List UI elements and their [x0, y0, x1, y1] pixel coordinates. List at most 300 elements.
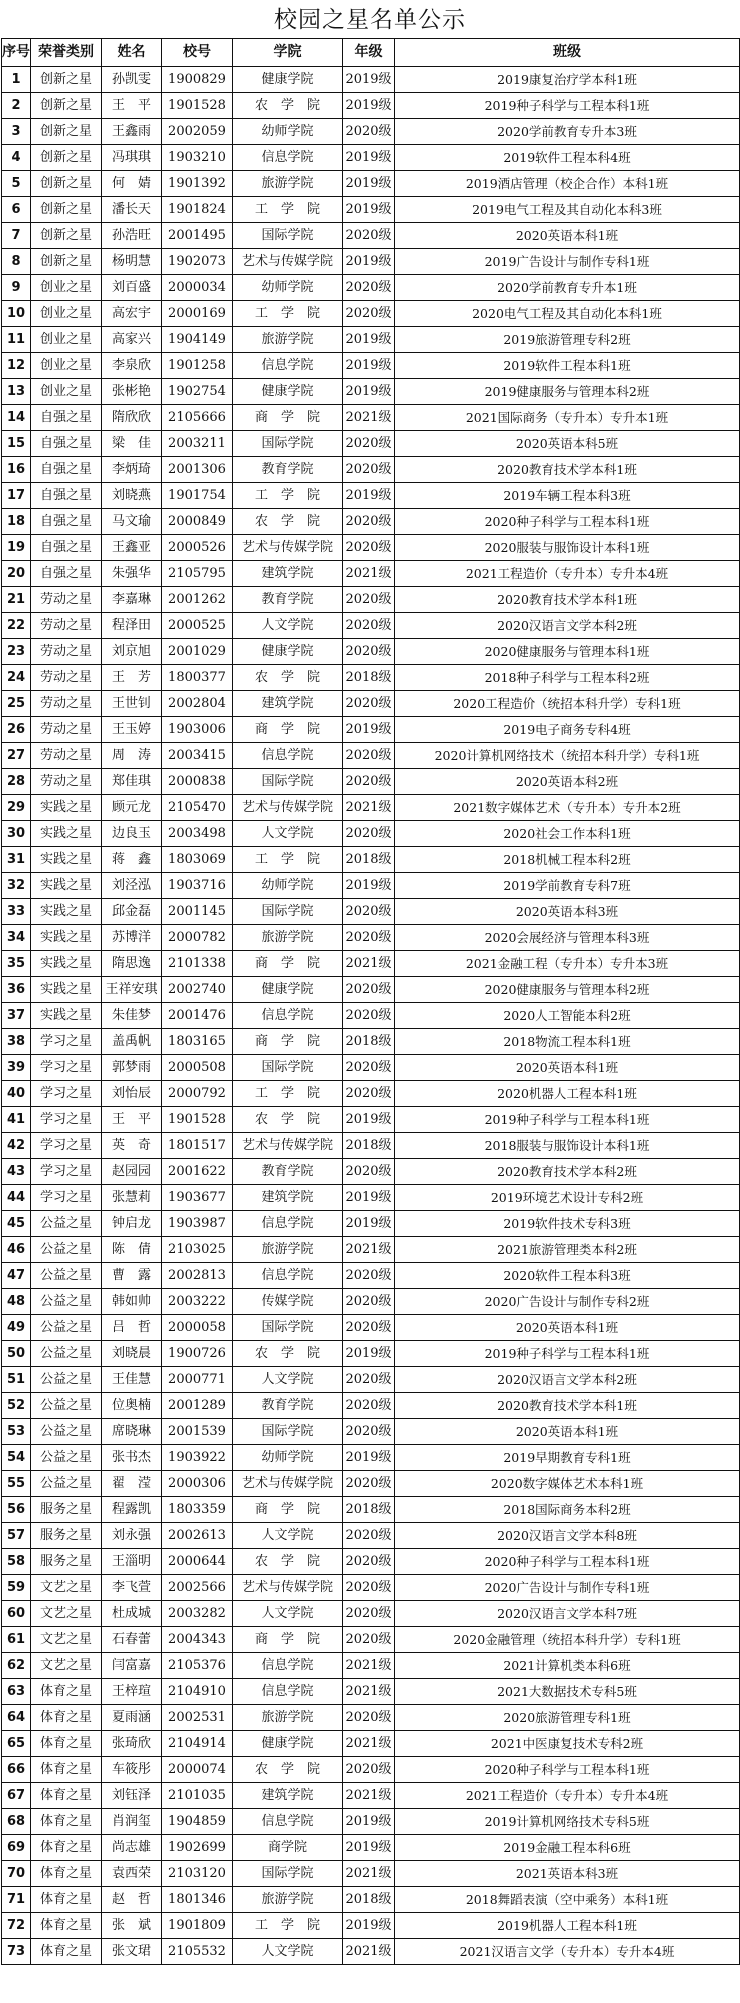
- cell-honor-category: 自强之星: [31, 457, 102, 483]
- cell-honor-category: 学习之星: [31, 1159, 102, 1185]
- table-row: [2, 327, 740, 353]
- cell-index: 49: [2, 1315, 31, 1341]
- cell-student-id: 1904149: [162, 327, 233, 353]
- cell-grade: 2021级: [343, 1783, 395, 1809]
- cell-grade: 2020级: [343, 1705, 395, 1731]
- cell-name: 闫富嘉: [102, 1653, 162, 1679]
- table-row: [2, 1549, 740, 1575]
- table-row: [2, 1055, 740, 1081]
- cell-student-id: 2001289: [162, 1393, 233, 1419]
- cell-grade: 2019级: [343, 717, 395, 743]
- cell-grade: 2019级: [343, 93, 395, 119]
- table-row: [2, 847, 740, 873]
- cell-college: 健康学院: [233, 67, 343, 93]
- cell-college: 幼师学院: [233, 275, 343, 301]
- table-row: [2, 223, 740, 249]
- cell-grade: 2020级: [343, 613, 395, 639]
- cell-grade: 2020级: [343, 1523, 395, 1549]
- cell-class: 2019健康服务与管理本科2班: [395, 379, 740, 405]
- table-row: [2, 1237, 740, 1263]
- table-row: [2, 899, 740, 925]
- table-row: [2, 717, 740, 743]
- cell-college: 旅游学院: [233, 327, 343, 353]
- cell-student-id: 2000058: [162, 1315, 233, 1341]
- cell-student-id: 2001145: [162, 899, 233, 925]
- cell-index: 50: [2, 1341, 31, 1367]
- cell-grade: 2020级: [343, 1393, 395, 1419]
- header-honor-category: 荣誉类别: [31, 39, 102, 67]
- cell-honor-category: 劳动之星: [31, 639, 102, 665]
- cell-student-id: 1801346: [162, 1887, 233, 1913]
- cell-index: 48: [2, 1289, 31, 1315]
- cell-index: 32: [2, 873, 31, 899]
- cell-student-id: 2103120: [162, 1861, 233, 1887]
- cell-college: 建筑学院: [233, 691, 343, 717]
- cell-class: 2020种子科学与工程本科1班: [395, 1757, 740, 1783]
- cell-college: 艺术与传媒学院: [233, 1471, 343, 1497]
- table-row: [2, 405, 740, 431]
- cell-name: 苏博洋: [102, 925, 162, 951]
- table-row: [2, 1367, 740, 1393]
- table-row: [2, 1497, 740, 1523]
- cell-class: 2021工程造价（专升本）专升本4班: [395, 1783, 740, 1809]
- cell-class: 2021计算机类本科6班: [395, 1653, 740, 1679]
- cell-index: 71: [2, 1887, 31, 1913]
- cell-name: 张 斌: [102, 1913, 162, 1939]
- cell-class: 2019种子科学与工程本科1班: [395, 1107, 740, 1133]
- cell-honor-category: 自强之星: [31, 561, 102, 587]
- cell-grade: 2020级: [343, 769, 395, 795]
- cell-name: 王世钊: [102, 691, 162, 717]
- cell-honor-category: 学习之星: [31, 1055, 102, 1081]
- cell-grade: 2020级: [343, 1757, 395, 1783]
- cell-student-id: 2002740: [162, 977, 233, 1003]
- cell-college: 国际学院: [233, 1861, 343, 1887]
- cell-honor-category: 自强之星: [31, 483, 102, 509]
- table-row: [2, 1575, 740, 1601]
- cell-honor-category: 创新之星: [31, 171, 102, 197]
- cell-grade: 2021级: [343, 1679, 395, 1705]
- cell-class: 2020英语本科1班: [395, 1315, 740, 1341]
- cell-grade: 2020级: [343, 899, 395, 925]
- cell-student-id: 1803165: [162, 1029, 233, 1055]
- cell-index: 29: [2, 795, 31, 821]
- cell-name: 周 涛: [102, 743, 162, 769]
- cell-honor-category: 文艺之星: [31, 1575, 102, 1601]
- table-row: [2, 1913, 740, 1939]
- cell-student-id: 1901528: [162, 93, 233, 119]
- cell-name: 曹 露: [102, 1263, 162, 1289]
- cell-honor-category: 公益之星: [31, 1289, 102, 1315]
- cell-grade: 2019级: [343, 1445, 395, 1471]
- cell-grade: 2019级: [343, 379, 395, 405]
- table-row: [2, 1315, 740, 1341]
- cell-index: 60: [2, 1601, 31, 1627]
- cell-college: 国际学院: [233, 899, 343, 925]
- header-grade: 年级: [343, 39, 395, 67]
- table-row: [2, 1445, 740, 1471]
- cell-index: 40: [2, 1081, 31, 1107]
- cell-honor-category: 实践之星: [31, 925, 102, 951]
- cell-college: 信息学院: [233, 743, 343, 769]
- honor-list-table: [1, 38, 740, 1965]
- cell-index: 46: [2, 1237, 31, 1263]
- table-row: [2, 379, 740, 405]
- cell-honor-category: 学习之星: [31, 1133, 102, 1159]
- cell-class: 2020种子科学与工程本科1班: [395, 1549, 740, 1575]
- cell-grade: 2020级: [343, 821, 395, 847]
- cell-honor-category: 公益之星: [31, 1315, 102, 1341]
- cell-class: 2020汉语言文学本科7班: [395, 1601, 740, 1627]
- cell-honor-category: 创新之星: [31, 223, 102, 249]
- cell-index: 11: [2, 327, 31, 353]
- cell-index: 19: [2, 535, 31, 561]
- cell-student-id: 1903716: [162, 873, 233, 899]
- table-row: [2, 925, 740, 951]
- cell-name: 夏雨涵: [102, 1705, 162, 1731]
- cell-class: 2019机器人工程本科1班: [395, 1913, 740, 1939]
- cell-honor-category: 学习之星: [31, 1081, 102, 1107]
- cell-student-id: 1800377: [162, 665, 233, 691]
- cell-grade: 2020级: [343, 275, 395, 301]
- cell-index: 39: [2, 1055, 31, 1081]
- cell-college: 教育学院: [233, 457, 343, 483]
- cell-index: 52: [2, 1393, 31, 1419]
- cell-honor-category: 公益之星: [31, 1393, 102, 1419]
- cell-index: 47: [2, 1263, 31, 1289]
- cell-college: 农 学 院: [233, 1107, 343, 1133]
- cell-index: 13: [2, 379, 31, 405]
- cell-student-id: 1902699: [162, 1835, 233, 1861]
- cell-honor-category: 实践之星: [31, 795, 102, 821]
- cell-class: 2019酒店管理（校企合作）本科1班: [395, 171, 740, 197]
- table-row: [2, 951, 740, 977]
- cell-index: 34: [2, 925, 31, 951]
- cell-college: 工 学 院: [233, 1913, 343, 1939]
- cell-college: 农 学 院: [233, 1341, 343, 1367]
- cell-college: 商 学 院: [233, 405, 343, 431]
- cell-honor-category: 劳动之星: [31, 743, 102, 769]
- cell-class: 2020教育技术学本科1班: [395, 587, 740, 613]
- cell-college: 艺术与传媒学院: [233, 1133, 343, 1159]
- cell-honor-category: 劳动之星: [31, 665, 102, 691]
- cell-student-id: 1901528: [162, 1107, 233, 1133]
- cell-grade: 2020级: [343, 119, 395, 145]
- cell-college: 人文学院: [233, 1367, 343, 1393]
- cell-class: 2020服装与服饰设计本科1班: [395, 535, 740, 561]
- cell-college: 工 学 院: [233, 847, 343, 873]
- cell-name: 李嘉琳: [102, 587, 162, 613]
- cell-class: 2020英语本科5班: [395, 431, 740, 457]
- cell-index: 33: [2, 899, 31, 925]
- cell-class: 2020教育技术学本科2班: [395, 1159, 740, 1185]
- cell-class: 2021英语本科3班: [395, 1861, 740, 1887]
- cell-student-id: 1903987: [162, 1211, 233, 1237]
- cell-index: 54: [2, 1445, 31, 1471]
- cell-student-id: 2002804: [162, 691, 233, 717]
- table-row: [2, 977, 740, 1003]
- cell-honor-category: 学习之星: [31, 1185, 102, 1211]
- cell-student-id: 2003222: [162, 1289, 233, 1315]
- table-row: [2, 431, 740, 457]
- cell-honor-category: 劳动之星: [31, 691, 102, 717]
- cell-student-id: 2001029: [162, 639, 233, 665]
- cell-honor-category: 公益之星: [31, 1419, 102, 1445]
- cell-name: 刘百盛: [102, 275, 162, 301]
- cell-honor-category: 公益之星: [31, 1237, 102, 1263]
- cell-index: 38: [2, 1029, 31, 1055]
- table-row: [2, 769, 740, 795]
- cell-index: 37: [2, 1003, 31, 1029]
- table-row: [2, 1003, 740, 1029]
- cell-grade: 2021级: [343, 1939, 395, 1965]
- cell-college: 健康学院: [233, 1731, 343, 1757]
- cell-honor-category: 体育之星: [31, 1887, 102, 1913]
- cell-honor-category: 创新之星: [31, 93, 102, 119]
- cell-student-id: 1901258: [162, 353, 233, 379]
- cell-name: 王淄明: [102, 1549, 162, 1575]
- cell-class: 2019学前教育专科7班: [395, 873, 740, 899]
- cell-college: 传媒学院: [233, 1289, 343, 1315]
- cell-student-id: 2101035: [162, 1783, 233, 1809]
- cell-honor-category: 自强之星: [31, 431, 102, 457]
- cell-name: 蒋 鑫: [102, 847, 162, 873]
- cell-name: 刘怡辰: [102, 1081, 162, 1107]
- cell-college: 商 学 院: [233, 1497, 343, 1523]
- cell-index: 73: [2, 1939, 31, 1965]
- cell-grade: 2021级: [343, 795, 395, 821]
- table-row: [2, 1627, 740, 1653]
- cell-index: 58: [2, 1549, 31, 1575]
- cell-college: 信息学院: [233, 353, 343, 379]
- cell-grade: 2020级: [343, 743, 395, 769]
- cell-name: 张琦欣: [102, 1731, 162, 1757]
- cell-index: 14: [2, 405, 31, 431]
- cell-student-id: 2000306: [162, 1471, 233, 1497]
- cell-student-id: 1903006: [162, 717, 233, 743]
- cell-class: 2020人工智能本科2班: [395, 1003, 740, 1029]
- cell-honor-category: 实践之星: [31, 899, 102, 925]
- cell-index: 56: [2, 1497, 31, 1523]
- cell-honor-category: 创业之星: [31, 379, 102, 405]
- cell-student-id: 2104914: [162, 1731, 233, 1757]
- cell-student-id: 2000074: [162, 1757, 233, 1783]
- cell-class: 2021数字媒体艺术（专升本）专升本2班: [395, 795, 740, 821]
- cell-honor-category: 文艺之星: [31, 1601, 102, 1627]
- cell-name: 张彬艳: [102, 379, 162, 405]
- cell-grade: 2020级: [343, 1601, 395, 1627]
- table-row: [2, 743, 740, 769]
- cell-college: 国际学院: [233, 431, 343, 457]
- cell-grade: 2019级: [343, 67, 395, 93]
- table-row: [2, 353, 740, 379]
- cell-index: 28: [2, 769, 31, 795]
- cell-student-id: 2001262: [162, 587, 233, 613]
- cell-college: 国际学院: [233, 1419, 343, 1445]
- cell-name: 隋欣欣: [102, 405, 162, 431]
- cell-honor-category: 自强之星: [31, 405, 102, 431]
- cell-class: 2020金融管理（统招本科升学）专科1班: [395, 1627, 740, 1653]
- cell-honor-category: 创新之星: [31, 67, 102, 93]
- table-row: [2, 1835, 740, 1861]
- cell-honor-category: 劳动之星: [31, 717, 102, 743]
- table-row: [2, 1523, 740, 1549]
- cell-class: 2019早期教育专科1班: [395, 1445, 740, 1471]
- cell-student-id: 1901392: [162, 171, 233, 197]
- cell-class: 2020广告设计与制作专科2班: [395, 1289, 740, 1315]
- cell-name: 刘钰泽: [102, 1783, 162, 1809]
- cell-college: 工 学 院: [233, 301, 343, 327]
- cell-class: 2019电气工程及其自动化本科3班: [395, 197, 740, 223]
- cell-name: 张慧莉: [102, 1185, 162, 1211]
- cell-index: 5: [2, 171, 31, 197]
- cell-name: 张文珺: [102, 1939, 162, 1965]
- cell-honor-category: 实践之星: [31, 1003, 102, 1029]
- table-row: [2, 1107, 740, 1133]
- cell-student-id: 1803359: [162, 1497, 233, 1523]
- cell-student-id: 2000169: [162, 301, 233, 327]
- cell-index: 18: [2, 509, 31, 535]
- cell-honor-category: 服务之星: [31, 1549, 102, 1575]
- cell-student-id: 2000771: [162, 1367, 233, 1393]
- cell-honor-category: 体育之星: [31, 1679, 102, 1705]
- cell-student-id: 2003415: [162, 743, 233, 769]
- cell-honor-category: 创新之星: [31, 249, 102, 275]
- table-row: [2, 275, 740, 301]
- cell-honor-category: 公益之星: [31, 1445, 102, 1471]
- cell-grade: 2019级: [343, 1107, 395, 1133]
- cell-grade: 2020级: [343, 1627, 395, 1653]
- cell-index: 70: [2, 1861, 31, 1887]
- cell-grade: 2020级: [343, 977, 395, 1003]
- cell-name: 英 奇: [102, 1133, 162, 1159]
- cell-class: 2019康复治疗学本科1班: [395, 67, 740, 93]
- cell-grade: 2020级: [343, 639, 395, 665]
- cell-college: 人文学院: [233, 821, 343, 847]
- cell-name: 刘永强: [102, 1523, 162, 1549]
- cell-honor-category: 体育之星: [31, 1809, 102, 1835]
- cell-student-id: 2003211: [162, 431, 233, 457]
- table-row: [2, 457, 740, 483]
- cell-college: 农 学 院: [233, 665, 343, 691]
- cell-class: 2021中医康复技术专科2班: [395, 1731, 740, 1757]
- table-row: [2, 1653, 740, 1679]
- cell-honor-category: 劳动之星: [31, 587, 102, 613]
- table-row: [2, 1471, 740, 1497]
- cell-name: 李炳琦: [102, 457, 162, 483]
- cell-college: 商学院: [233, 1835, 343, 1861]
- cell-name: 韩如帅: [102, 1289, 162, 1315]
- cell-name: 席晓琳: [102, 1419, 162, 1445]
- cell-grade: 2020级: [343, 509, 395, 535]
- cell-name: 王鑫亚: [102, 535, 162, 561]
- table-row: [2, 119, 740, 145]
- cell-student-id: 1903677: [162, 1185, 233, 1211]
- cell-class: 2018服装与服饰设计本科1班: [395, 1133, 740, 1159]
- cell-class: 2019软件技术专科3班: [395, 1211, 740, 1237]
- cell-college: 健康学院: [233, 379, 343, 405]
- cell-index: 68: [2, 1809, 31, 1835]
- cell-name: 杨明慧: [102, 249, 162, 275]
- cell-class: 2020学前教育专升本3班: [395, 119, 740, 145]
- table-row: [2, 587, 740, 613]
- cell-name: 马文瑜: [102, 509, 162, 535]
- cell-college: 信息学院: [233, 1263, 343, 1289]
- page-title: 校园之星名单公示: [274, 7, 466, 33]
- cell-honor-category: 自强之星: [31, 535, 102, 561]
- cell-student-id: 2000792: [162, 1081, 233, 1107]
- cell-index: 4: [2, 145, 31, 171]
- cell-grade: 2020级: [343, 1575, 395, 1601]
- cell-grade: 2020级: [343, 1159, 395, 1185]
- cell-class: 2020学前教育专升本1班: [395, 275, 740, 301]
- cell-class: 2018舞蹈表演（空中乘务）本科1班: [395, 1887, 740, 1913]
- cell-student-id: 2003498: [162, 821, 233, 847]
- cell-grade: 2018级: [343, 665, 395, 691]
- cell-name: 赵园园: [102, 1159, 162, 1185]
- cell-class: 2020机器人工程本科1班: [395, 1081, 740, 1107]
- cell-name: 王梓瑄: [102, 1679, 162, 1705]
- cell-class: 2019种子科学与工程本科1班: [395, 93, 740, 119]
- header-class: 班级: [395, 39, 740, 67]
- cell-index: 27: [2, 743, 31, 769]
- cell-college: 教育学院: [233, 1393, 343, 1419]
- cell-grade: 2020级: [343, 587, 395, 613]
- cell-name: 吕 哲: [102, 1315, 162, 1341]
- cell-index: 2: [2, 93, 31, 119]
- cell-name: 尚志雄: [102, 1835, 162, 1861]
- cell-index: 31: [2, 847, 31, 873]
- table-row: [2, 1679, 740, 1705]
- table-row: [2, 1263, 740, 1289]
- cell-index: 69: [2, 1835, 31, 1861]
- cell-student-id: 1904859: [162, 1809, 233, 1835]
- cell-college: 农 学 院: [233, 93, 343, 119]
- cell-class: 2020健康服务与管理本科1班: [395, 639, 740, 665]
- table-row: [2, 561, 740, 587]
- cell-name: 盖禹帆: [102, 1029, 162, 1055]
- cell-index: 9: [2, 275, 31, 301]
- cell-grade: 2018级: [343, 1029, 395, 1055]
- cell-index: 22: [2, 613, 31, 639]
- table-row: [2, 301, 740, 327]
- cell-name: 潘长天: [102, 197, 162, 223]
- cell-class: 2019车辆工程本科3班: [395, 483, 740, 509]
- cell-honor-category: 创业之星: [31, 327, 102, 353]
- cell-index: 8: [2, 249, 31, 275]
- cell-class: 2020种子科学与工程本科1班: [395, 509, 740, 535]
- cell-honor-category: 服务之星: [31, 1523, 102, 1549]
- cell-student-id: 2000644: [162, 1549, 233, 1575]
- cell-grade: 2020级: [343, 1081, 395, 1107]
- cell-student-id: 1902073: [162, 249, 233, 275]
- cell-student-id: 2002566: [162, 1575, 233, 1601]
- cell-class: 2019环境艺术设计专科2班: [395, 1185, 740, 1211]
- cell-class: 2021国际商务（专升本）专升本1班: [395, 405, 740, 431]
- cell-class: 2021旅游管理类本科2班: [395, 1237, 740, 1263]
- cell-class: 2020电气工程及其自动化本科1班: [395, 301, 740, 327]
- cell-name: 王鑫雨: [102, 119, 162, 145]
- cell-grade: 2019级: [343, 1835, 395, 1861]
- table-row: [2, 1341, 740, 1367]
- table-row: [2, 1705, 740, 1731]
- cell-grade: 2019级: [343, 171, 395, 197]
- cell-student-id: 2002059: [162, 119, 233, 145]
- cell-class: 2020软件工程本科3班: [395, 1263, 740, 1289]
- cell-college: 工 学 院: [233, 197, 343, 223]
- cell-grade: 2020级: [343, 925, 395, 951]
- cell-student-id: 2001495: [162, 223, 233, 249]
